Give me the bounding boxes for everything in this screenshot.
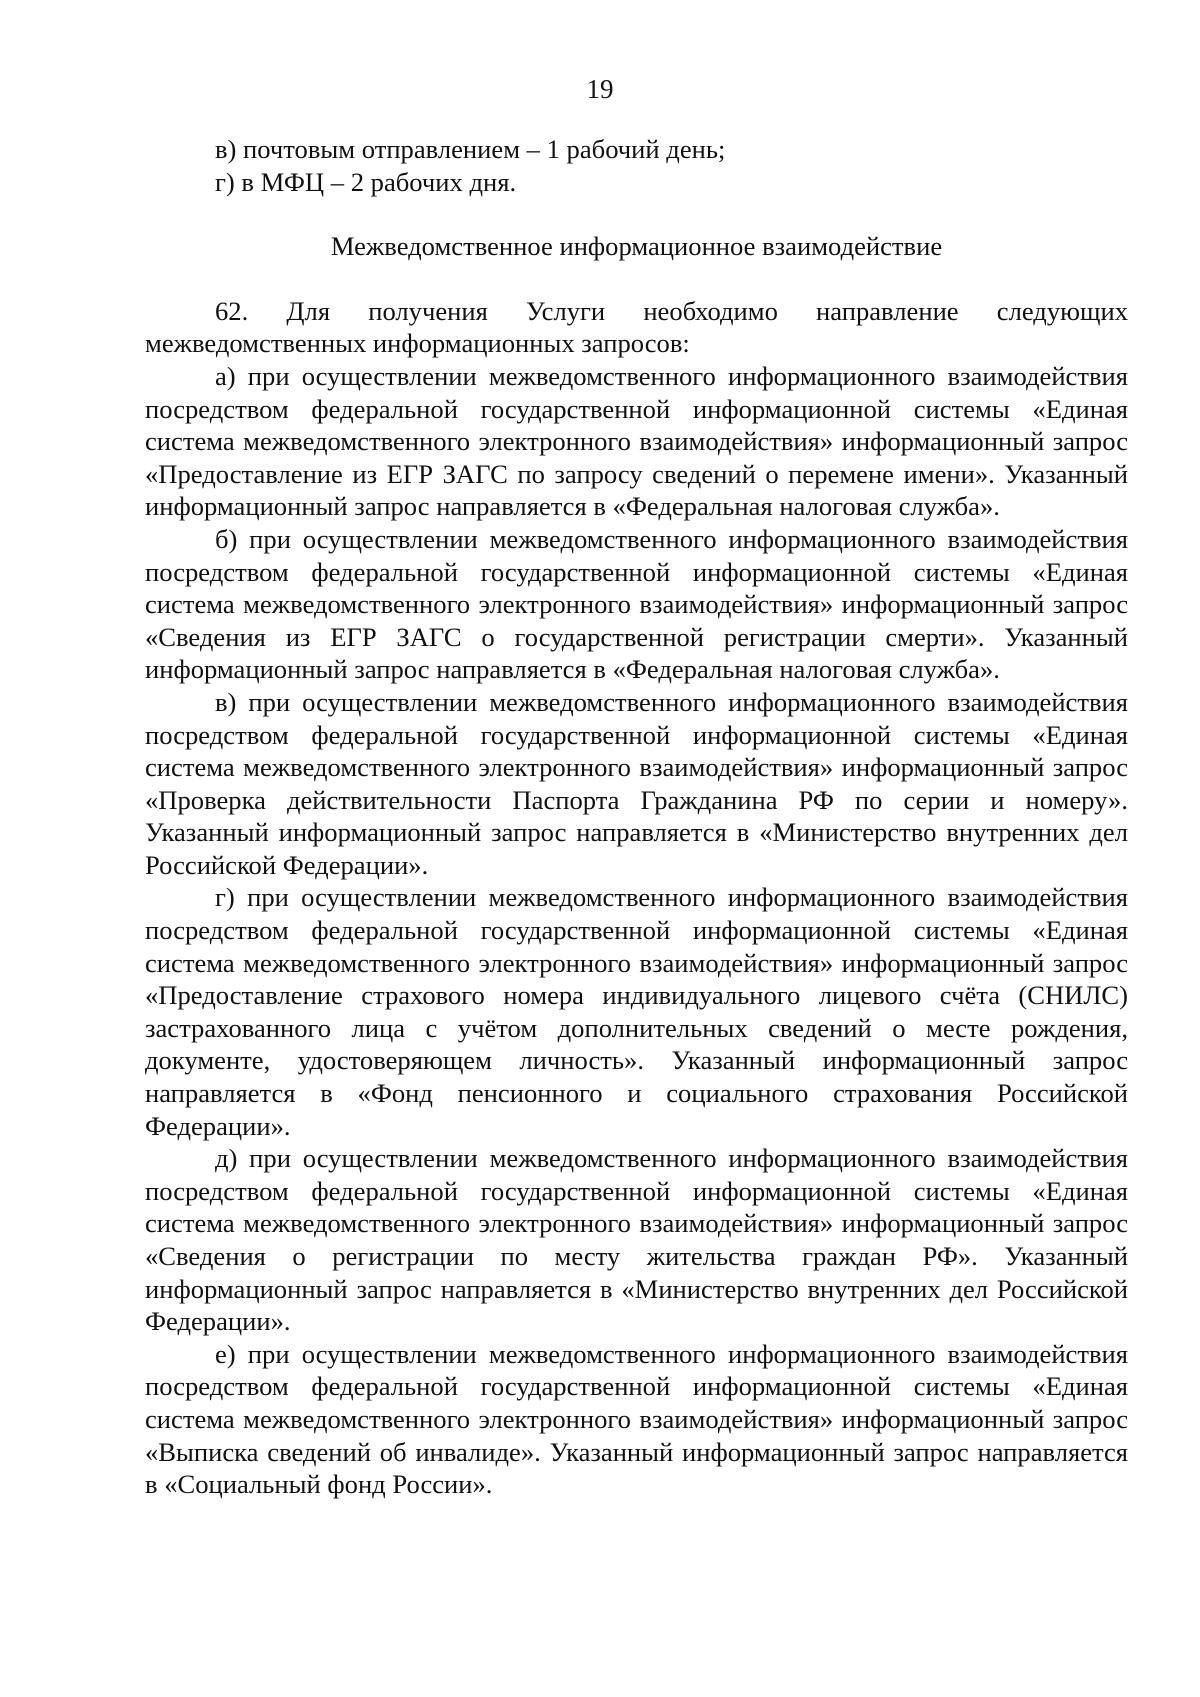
- paragraph-item-e: е) при осуществлении межведомственного информационного взаимодействия посредством федеральной государственной информационной системы «Единая система межведомственного электронного взаимодействия» информационный запрос «Выписка сведений об инвалиде». Указанный информационный запрос направляется в «Социальный фонд России».: [145, 1338, 1128, 1500]
- page-number: 19: [586, 74, 614, 104]
- document-body: [145, 133, 1128, 1501]
- paragraph-62: 62. Для получения Услуги необходимо направление следующих межведомственных информационных запросов:: [145, 295, 1128, 359]
- list-item-g-mfc: г) в МФЦ – 2 рабочих дня.: [215, 166, 517, 197]
- paragraph-item-d: д) при осуществлении межведомственного информационного взаимодействия посредством федеральной государственной информационной системы «Единая система межведомственного электронного взаимодействия» информационный запрос «Сведения о регистрации по месту жительства граждан РФ». Указанный информационный запрос направляется в «Министерство внутренних дел Российской Федерации».: [145, 1143, 1128, 1337]
- paragraph-item-a: а) при осуществлении межведомственного информационного взаимодействия посредством федеральной государственной информационной системы «Единая система межведомственного электронного взаимодействия» информационный запрос «Предоставление из ЕГР ЗАГС по запросу сведений о перемене имени». Указанный информационный запрос направляется в «Федеральная налоговая служба».: [145, 360, 1128, 522]
- paragraph-item-v: в) при осуществлении межведомственного информационного взаимодействия посредством федеральной государственной информационной системы «Единая система межведомственного электронного взаимодействия» информационный запрос «Проверка действительности Паспорта Гражданина РФ по серии и номеру». Указанный информационный запрос направляется в «Министерство внутренних дел Российской Федерации».: [145, 686, 1128, 880]
- section-heading: Межведомственное информационное взаимодействие: [330, 231, 943, 262]
- paragraph-item-b: б) при осуществлении межведомственного информационного взаимодействия посредством федеральной государственной информационной системы «Единая система межведомственного электронного взаимодействия» информационный запрос «Сведения из ЕГР ЗАГС о государственной регистрации смерти». Указанный информационный запрос направляется в «Федеральная налоговая служба».: [145, 523, 1128, 685]
- list-item-v-postal: в) почтовым отправлением – 1 рабочий день;: [215, 134, 726, 164]
- paragraph-item-g: г) при осуществлении межведомственного информационного взаимодействия посредством федеральной государственной информационной системы «Единая система межведомственного электронного взаимодействия» информационный запрос «Предоставление страхового номера индивидуального лицевого счёта (СНИЛС) застрахованного лица с учётом дополнительных сведений о месте рождения, документе, удостоверяющем личность». Указанный информационный запрос направляется в «Фонд пенсионного и социального страхования Российской Федерации».: [145, 882, 1128, 1141]
